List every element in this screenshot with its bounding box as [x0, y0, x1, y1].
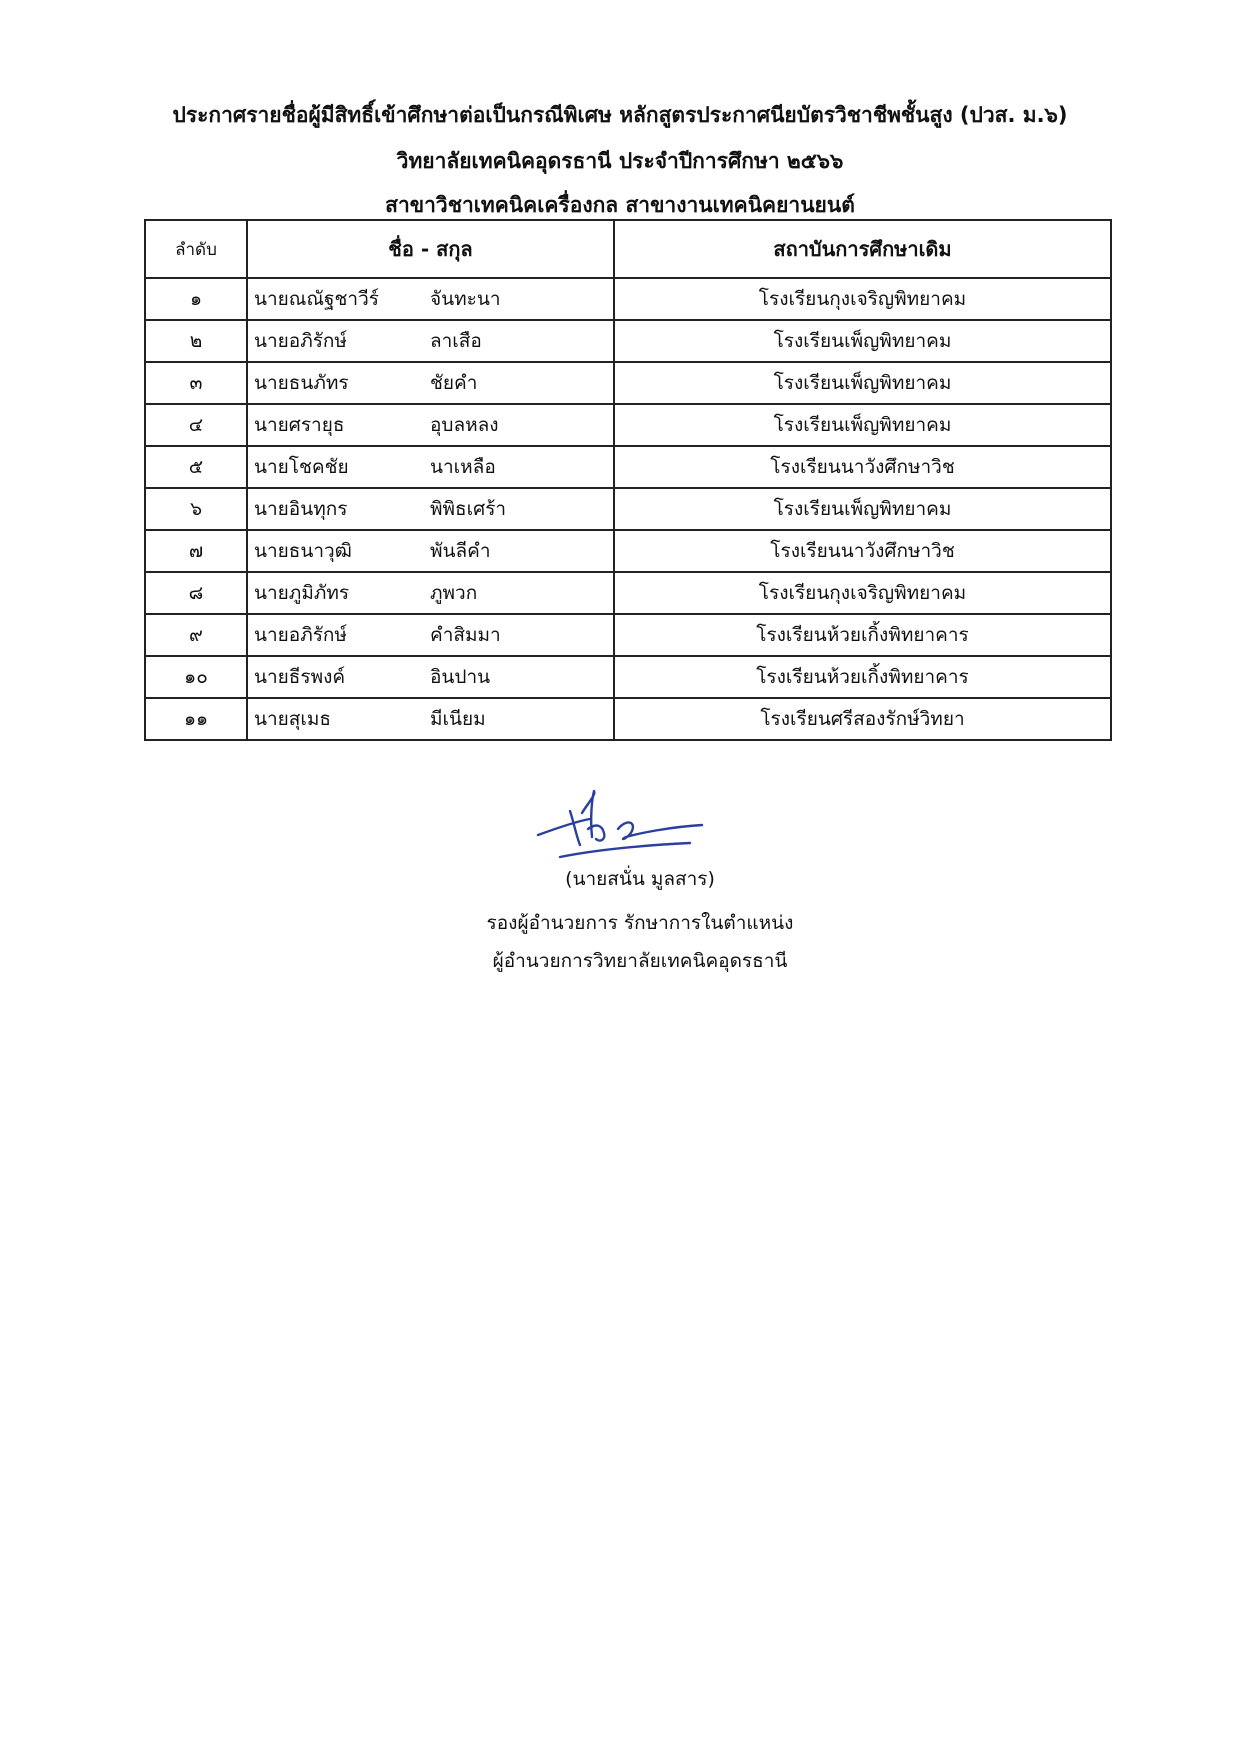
student-name-cell [247, 320, 614, 362]
header-school: สถาบันการศึกษาเดิม [614, 220, 1111, 278]
first-name: นายโชคชัย [254, 456, 349, 478]
first-name: นายอภิรักษ์ [254, 624, 347, 646]
first-name: นายภูมิภัทร [254, 582, 350, 604]
row-number: ๒ [145, 320, 247, 362]
signatory-title: ผู้อำนวยการวิทยาลัยเทคนิคอุดรธานี [492, 950, 788, 972]
row-number: ๘ [145, 572, 247, 614]
row-number: ๑๐ [145, 656, 247, 698]
student-list-table [144, 219, 1112, 741]
previous-school: โรงเรียนศรีสองรักษ์วิทยา [614, 698, 1111, 740]
first-name: นายอภิรักษ์ [254, 330, 347, 352]
student-name-cell [247, 656, 614, 698]
row-number: ๑๑ [145, 698, 247, 740]
handwritten-signature [530, 783, 710, 863]
last-name: นาเหลือ [430, 456, 496, 478]
table-row [145, 320, 1111, 362]
student-name-cell [247, 488, 614, 530]
last-name: พันลีคำ [430, 540, 491, 562]
table-header-row [145, 220, 1111, 278]
previous-school: โรงเรียนนาวังศึกษาวิช [614, 446, 1111, 488]
previous-school: โรงเรียนเพ็ญพิทยาคม [614, 488, 1111, 530]
first-name: นายอินทุกร [254, 498, 348, 520]
table-row [145, 572, 1111, 614]
table-row [145, 530, 1111, 572]
header-name: ชื่อ - สกุล [247, 220, 614, 278]
row-number: ๑ [145, 278, 247, 320]
last-name: ภูพวก [430, 582, 478, 604]
table-body [145, 278, 1111, 740]
student-name [248, 536, 613, 566]
student-name [248, 452, 613, 482]
first-name: นายศรายุธ [254, 414, 345, 436]
table-row [145, 656, 1111, 698]
table-row [145, 488, 1111, 530]
signatory-name: (นายสนั่น มูลสาร) [565, 868, 715, 890]
student-name [248, 704, 613, 734]
student-name-cell [247, 446, 614, 488]
previous-school: โรงเรียนห้วยเกิ้งพิทยาคาร [614, 614, 1111, 656]
previous-school: โรงเรียนนาวังศึกษาวิช [614, 530, 1111, 572]
first-name: นายธีรพงค์ [254, 666, 346, 688]
last-name: พิพิธเศร้า [430, 498, 507, 520]
student-name-cell [247, 698, 614, 740]
previous-school: โรงเรียนเพ็ญพิทยาคม [614, 362, 1111, 404]
previous-school: โรงเรียนห้วยเกิ้งพิทยาคาร [614, 656, 1111, 698]
first-name: นายณณัฐชาวีร์ [254, 288, 379, 310]
row-number: ๖ [145, 488, 247, 530]
previous-school: โรงเรียนเพ็ญพิทยาคม [614, 404, 1111, 446]
table-row [145, 698, 1111, 740]
student-name [248, 494, 613, 524]
student-name [248, 620, 613, 650]
college-year-line: วิทยาลัยเทคนิคอุดรธานี ประจำปีการศึกษา ๒๕๖๖ [396, 149, 844, 173]
student-name-cell [247, 362, 614, 404]
student-name [248, 326, 613, 356]
last-name: คำสิมมา [430, 624, 501, 646]
student-name [248, 662, 613, 692]
announcement-title: ประกาศรายชื่อผู้มีสิทธิ์เข้าศึกษาต่อเป็นกรณีพิเศษ หลักสูตรประกาศนียบัตรวิชาชีพชั้นสูง (ปวส. ม.๖) [172, 103, 1068, 127]
table-row [145, 404, 1111, 446]
last-name: อุบลหลง [430, 414, 499, 436]
row-number: ๔ [145, 404, 247, 446]
table-row [145, 614, 1111, 656]
first-name: นายสุเมธ [254, 708, 332, 730]
previous-school: โรงเรียนเพ็ญพิทยาคม [614, 320, 1111, 362]
last-name: มีเนียม [430, 708, 486, 730]
table-row [145, 446, 1111, 488]
first-name: นายธนาวุฒิ [254, 540, 352, 562]
last-name: จันทะนา [430, 288, 501, 310]
row-number: ๗ [145, 530, 247, 572]
last-name: อินปาน [430, 666, 491, 688]
row-number: ๙ [145, 614, 247, 656]
last-name: ชัยคำ [430, 372, 478, 394]
student-name-cell [247, 278, 614, 320]
student-name-cell [247, 614, 614, 656]
row-number: ๓ [145, 362, 247, 404]
student-name [248, 284, 613, 314]
signatory-position: รองผู้อำนวยการ รักษาการในตำแหน่ง [486, 912, 794, 934]
department-line: สาขาวิชาเทคนิคเครื่องกล สาขางานเทคนิคยานยนต์ [385, 193, 855, 217]
first-name: นายธนภัทร [254, 372, 349, 394]
table-row [145, 278, 1111, 320]
student-name-cell [247, 404, 614, 446]
student-name-cell [247, 530, 614, 572]
student-name [248, 410, 613, 440]
previous-school: โรงเรียนกุงเจริญพิทยาคม [614, 572, 1111, 614]
student-name-cell [247, 572, 614, 614]
header-no: ลำดับ [145, 220, 247, 278]
last-name: ลาเสือ [430, 330, 482, 352]
table-row [145, 362, 1111, 404]
previous-school: โรงเรียนกุงเจริญพิทยาคม [614, 278, 1111, 320]
row-number: ๕ [145, 446, 247, 488]
student-name [248, 578, 613, 608]
signature-strokes [538, 791, 702, 857]
student-name [248, 368, 613, 398]
